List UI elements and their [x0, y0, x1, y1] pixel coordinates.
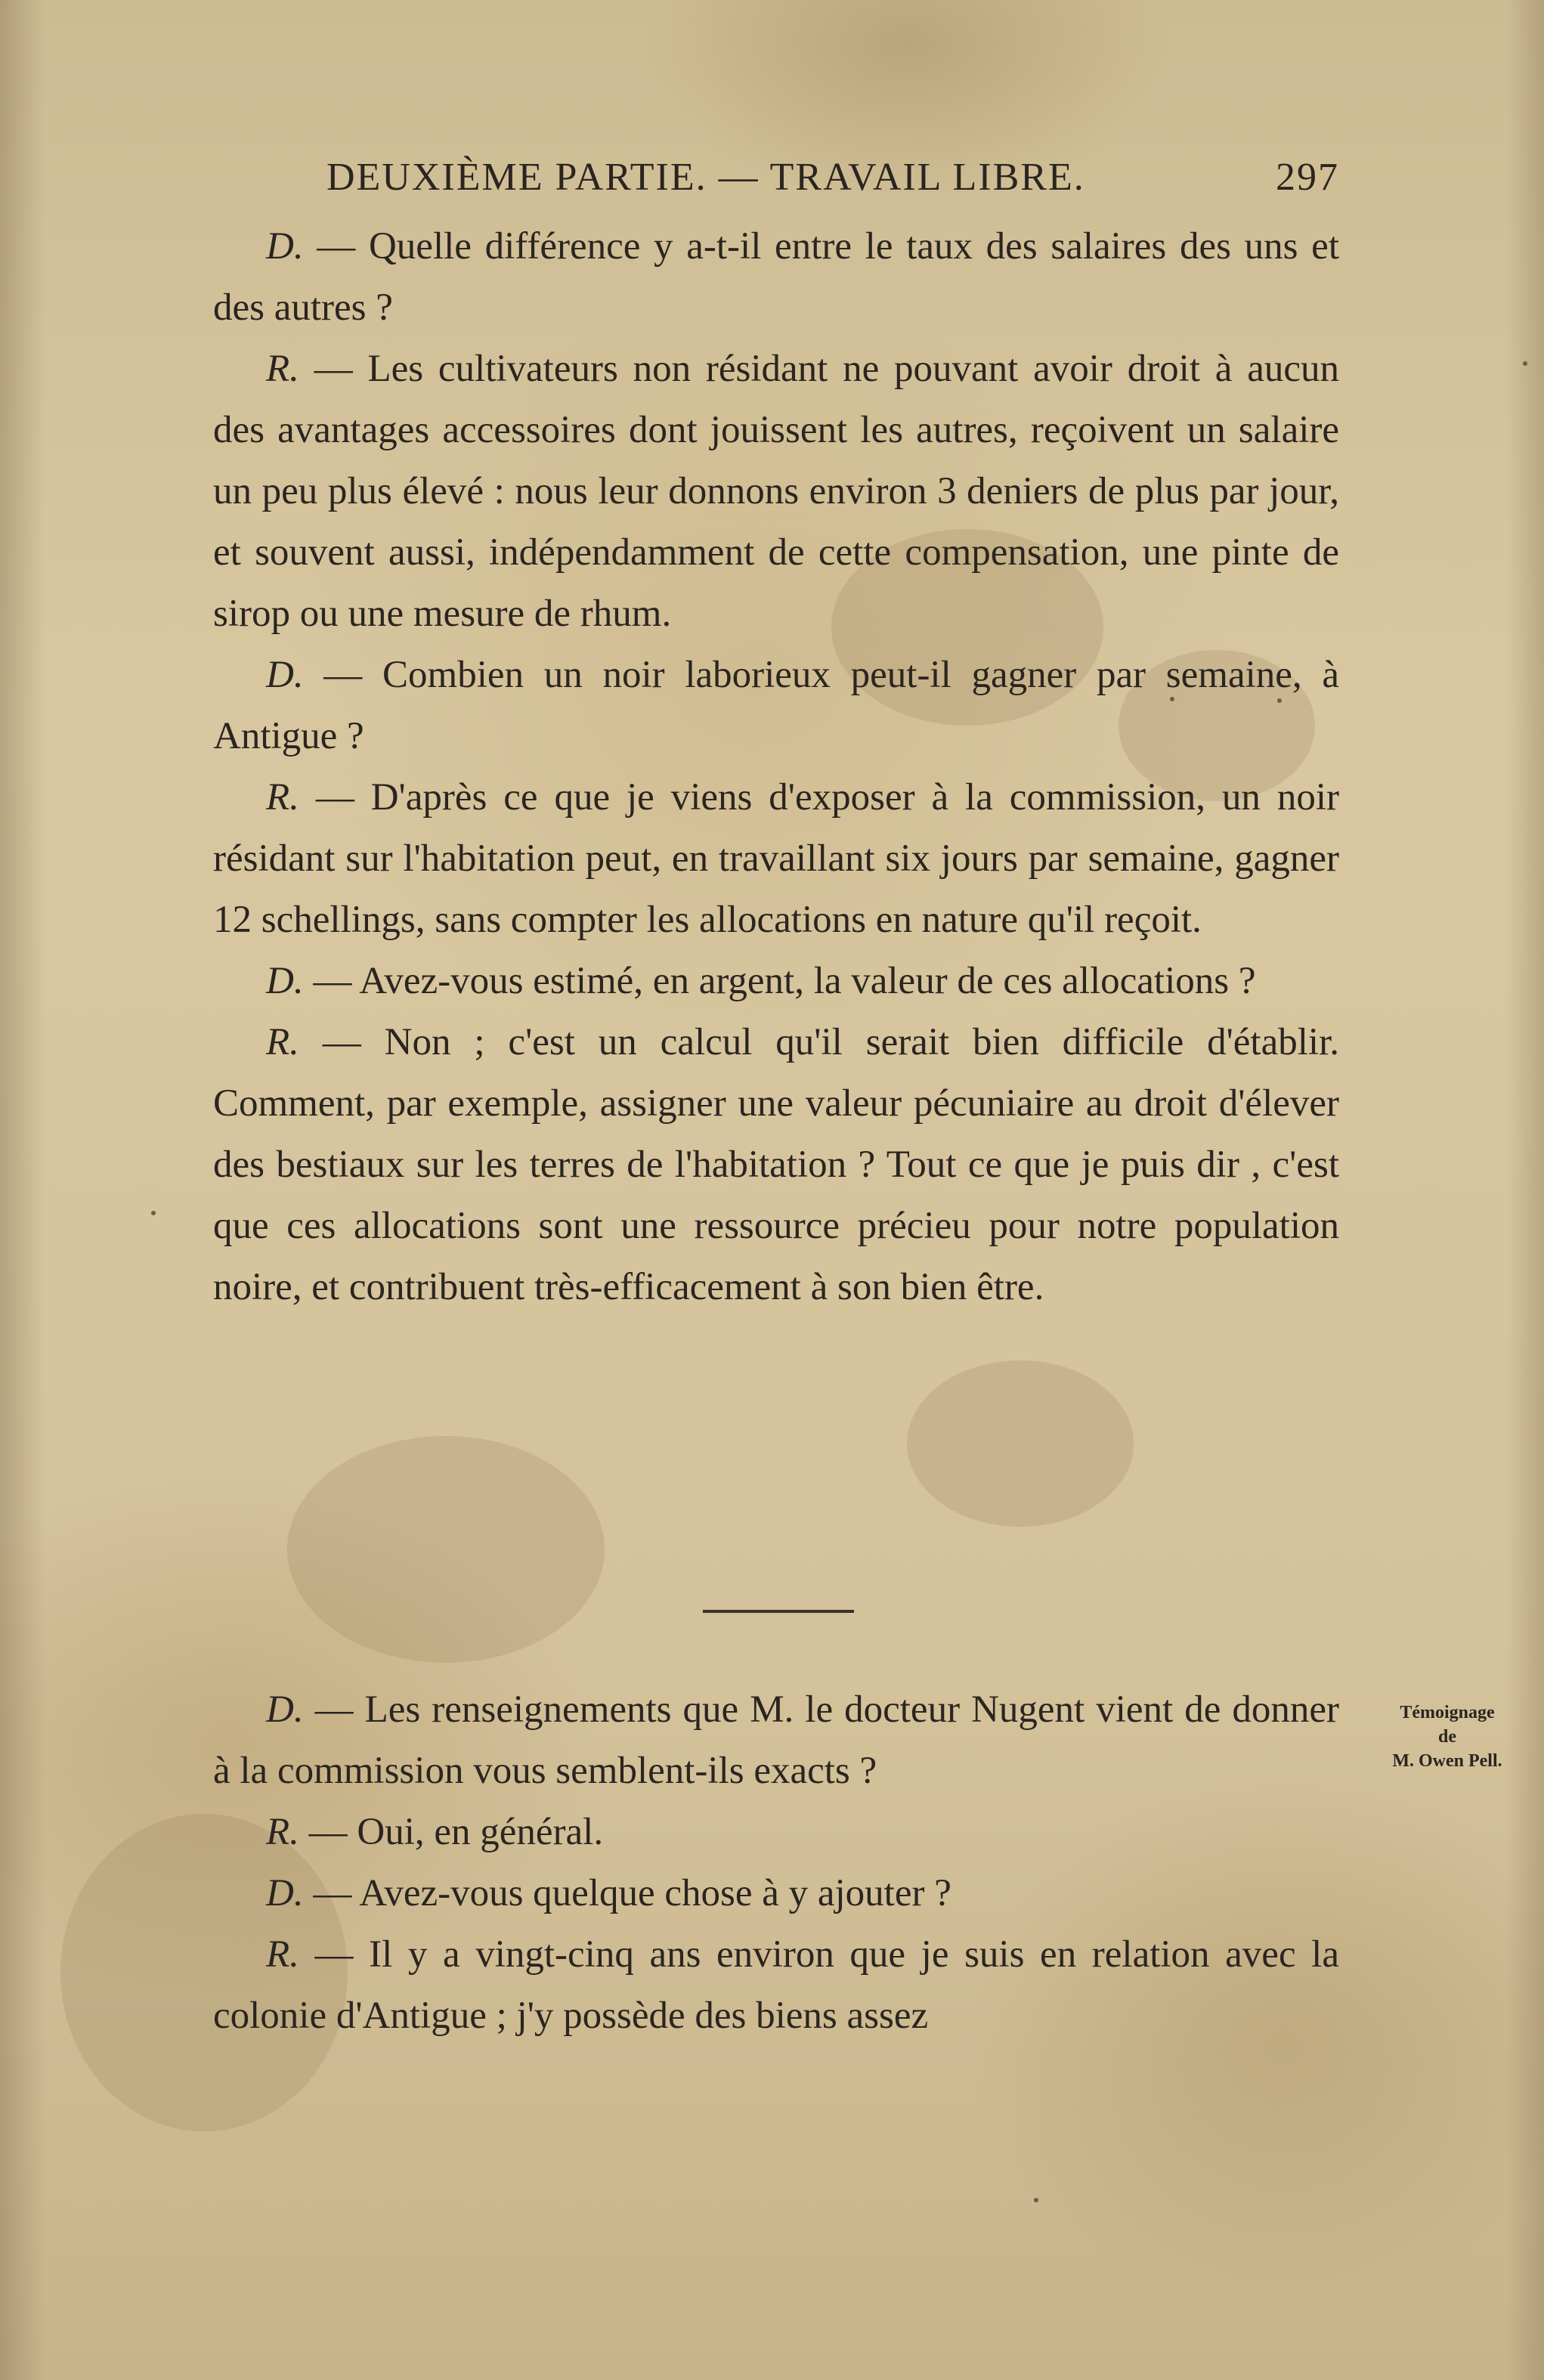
speaker-label: R.	[266, 1811, 299, 1853]
paragraph-text: — Les renseignements que M. le docteur Nugent vient de donner à la commission vous semblent-ils exacts ?	[213, 1688, 1339, 1792]
body-text-section-2	[213, 1679, 1339, 2047]
section-separator	[703, 1610, 854, 1613]
speaker-label: R.	[266, 776, 299, 819]
paragraph-text: — Non ; c'est un calcul qu'il serait bien difficile d'établir. Comment, par exemple, assigner une valeur pécuniaire au droit d'élever des bestiaux sur les terres de l'habitation ? Tout ce que je puis dir , c'est que ces allocations sont une ressource précieu pour notre population noire, et contribuent très-efficacement à son bien être.	[213, 1021, 1339, 1308]
paragraph-text: — Oui, en général.	[299, 1811, 604, 1853]
question-paragraph	[213, 951, 1339, 1012]
marginal-note-line: M. Owen Pell.	[1392, 1751, 1502, 1771]
paragraph-text: — Quelle différence y a-t-il entre le taux des salaires des uns et des autres ?	[213, 225, 1339, 329]
running-title: DEUXIÈME PARTIE. — TRAVAIL LIBRE.	[326, 156, 1085, 199]
page-edge-shadow-right	[1506, 0, 1544, 2380]
paragraph-text: — D'après ce que je viens d'exposer à la commission, un noir résidant sur l'habitation peut, en travaillant six jours par semaine, gagner 12 schellings, sans compter les allocations en nature qu'il reçoit.	[213, 776, 1339, 941]
speaker-label: R.	[266, 348, 299, 390]
answer-paragraph	[213, 339, 1339, 645]
speaker-label: D.	[266, 960, 304, 1002]
paper-speck	[1034, 2198, 1038, 2202]
paragraph-text: — Les cultivateurs non résidant ne pouvant avoir droit à aucun des avantages accessoires dont jouissent les autres, reçoivent un salaire un peu plus élevé : nous leur donnons environ 3 deniers de plus par jour, et souvent aussi, indépendamment de cette compensation, une pinte de sirop ou une mesure de rhum.	[213, 348, 1339, 635]
paragraph-text: — Avez-vous quelque chose à y ajouter ?	[303, 1872, 951, 1914]
paragraph-text: — Il y a vingt-cinq ans environ que je suis en relation avec la colonie d'Antigue ; j'y possède des biens assez	[213, 1933, 1339, 2037]
page-header	[326, 147, 1339, 208]
question-paragraph	[213, 645, 1339, 767]
speaker-label: R.	[266, 1021, 299, 1063]
answer-paragraph	[213, 1802, 1339, 1863]
paper-speck	[151, 1211, 156, 1215]
answer-paragraph	[213, 1924, 1339, 2047]
speaker-label: D.	[266, 225, 304, 268]
speaker-label: R.	[266, 1933, 299, 1976]
paper-stain	[287, 1436, 605, 1663]
paper-stain	[907, 1360, 1134, 1527]
marginal-note	[1360, 1701, 1534, 1773]
page-number: 297	[1276, 156, 1339, 199]
speaker-label: D.	[266, 1872, 304, 1914]
speaker-label: D.	[266, 1688, 304, 1731]
answer-paragraph	[213, 767, 1339, 951]
question-paragraph	[213, 1863, 1339, 1924]
paper-speck	[1523, 361, 1527, 366]
paragraph-text: — Avez-vous estimé, en argent, la valeur de ces allocations ?	[303, 960, 1256, 1002]
speaker-label: D.	[266, 654, 304, 696]
question-paragraph	[213, 216, 1339, 339]
paragraph-text: — Combien un noir laborieux peut-il gagner par semaine, à Antigue ?	[213, 654, 1339, 757]
question-paragraph	[213, 1679, 1339, 1802]
page-edge-shadow-left	[0, 0, 45, 2380]
body-text-section-1	[213, 216, 1339, 1318]
marginal-note-line: de	[1438, 1727, 1456, 1747]
answer-paragraph	[213, 1012, 1339, 1318]
marginal-note-line: Témoignage	[1400, 1703, 1495, 1722]
